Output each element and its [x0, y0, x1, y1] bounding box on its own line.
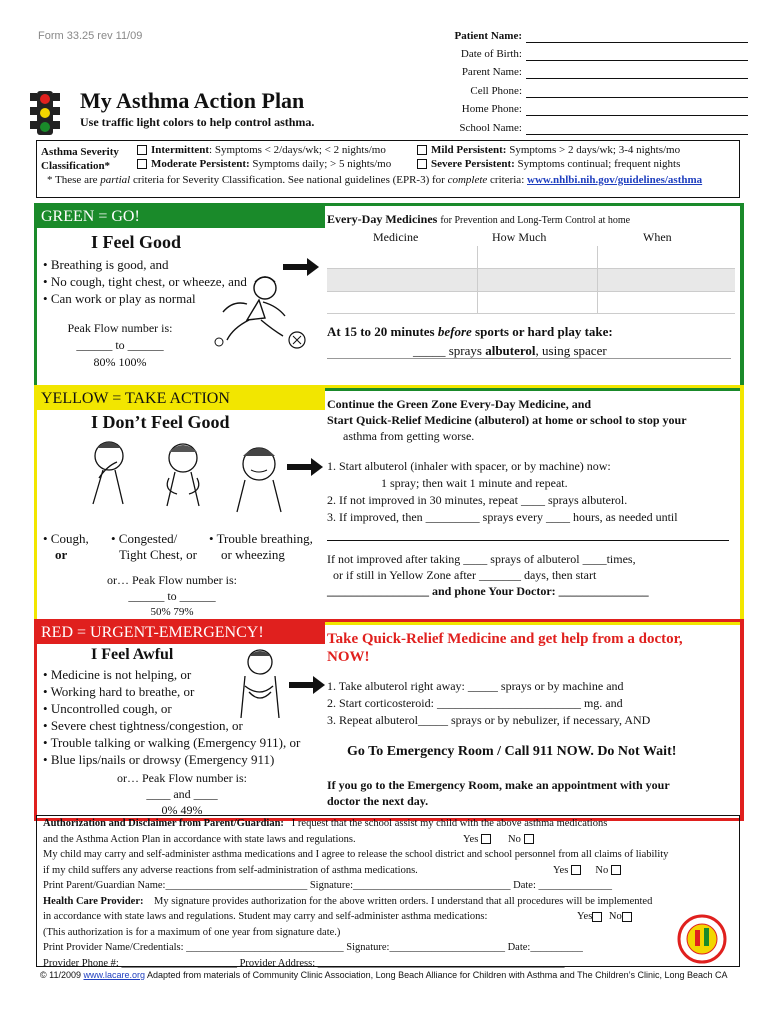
- school-name-field[interactable]: School Name:: [448, 122, 748, 134]
- auth-line-6: Health Care Provider: My signature provides authorization for the above written orders. I understand that all procedures will be implemented: [43, 895, 653, 907]
- everyday-meds-title: Every-Day Medicines for Prevention and Long-Term Control at home: [327, 212, 631, 226]
- pre-sports-dose: _____ sprays albuterol, using spacer: [413, 343, 607, 358]
- yellow-feel: I Don’t Feel Good: [91, 412, 230, 432]
- list-item: • Blue lips/nails or drowsy (Emergency 911): [43, 752, 275, 767]
- red-go-to-er: Go To Emergency Room / Call 911 NOW. Do Not Wait!: [347, 744, 677, 759]
- meds-col-medicine: Medicine: [373, 230, 419, 244]
- pre-sports-instruction: At 15 to 20 minutes before sports or hard play take:: [327, 324, 613, 339]
- list-item: • Trouble talking or walking (Emergency 911), or: [43, 735, 301, 750]
- cell-phone-field[interactable]: Cell Phone:: [448, 85, 748, 97]
- auth-line-7: in accordance with state laws and regulations. Student may carry and self-administer asthma medications: Yes No: [43, 909, 733, 925]
- red-appointment-note: If you go to the Emergency Room, make an appointment with your doctor the next day.: [327, 778, 670, 808]
- yellow-continue-instructions: Continue the Green Zone Every-Day Medicine, and Start Quick-Relief Medicine (albuterol) at home or school to stop your asthma from getting worse.: [327, 397, 687, 443]
- page-subtitle: Use traffic light colors to help control asthma.: [80, 115, 315, 129]
- checkbox[interactable]: [417, 159, 427, 169]
- meds-col-when: When: [643, 230, 672, 244]
- home-phone-field[interactable]: Home Phone:: [448, 103, 748, 115]
- green-feel: I Feel Good: [91, 232, 181, 252]
- auth-line-2: and the Asthma Action Plan in accordance with state laws and regulations. Yes No: [43, 832, 733, 848]
- green-zone: [34, 203, 744, 391]
- auth-line-3: My child may carry and self-administer asthma medications and I agree to release the school district and school personnel from all claims of liability: [43, 849, 669, 860]
- severe-option[interactable]: Severe Persistent: Symptoms continual; frequent nights: [417, 158, 680, 170]
- yellow-symptom-trouble-breathing: • Trouble breathing, or wheezing: [209, 531, 313, 562]
- patient-name-field[interactable]: Patient Name:: [448, 30, 748, 42]
- green-peak-flow: Peak Flow number is: ______ to ______ 80% 100%: [67, 321, 173, 369]
- auth-line-8: (This authorization is for a maximum of one year from signature date.): [43, 926, 341, 938]
- yellow-symptom-congested: • Congested/ Tight Chest, or: [111, 531, 197, 562]
- form-id: Form 33.25 rev 11/09: [38, 30, 143, 42]
- page-title: My Asthma Action Plan: [80, 88, 305, 113]
- green-zone-heading: GREEN = GO!: [37, 206, 325, 228]
- severity-box: [36, 140, 740, 198]
- auth-line-1: Authorization and Disclaimer from Parent/Guardian: I request that the school assist my child with the above asthma medications: [43, 818, 608, 829]
- auth-consent-2[interactable]: Yes No: [553, 863, 625, 879]
- yellow-zone-heading: YELLOW = TAKE ACTION: [37, 388, 325, 410]
- coughing-children-illustration: [83, 434, 303, 514]
- soccer-child-illustration: [203, 270, 313, 354]
- yellow-steps: 1. Start albuterol (inhaler with spacer, or by machine) now: 1 spray; then wait 1 minute and repeat. 2. If not improved in 30 minutes, repeat ____ sprays albuterol. 3. If improved, then _________ sprays every ____ hours, as needed until: [327, 459, 678, 524]
- red-peak-flow: or… Peak Flow number is: ____ and ____ 0% 49%: [117, 771, 247, 817]
- list-item: • Breathing is good, and: [43, 257, 169, 272]
- arrow-right-icon: [287, 458, 323, 476]
- list-item: • Medicine is not helping, or: [43, 667, 192, 682]
- red-feel: I Feel Awful: [91, 646, 174, 663]
- authorization-box: [36, 815, 740, 967]
- auth-line-4: if my child suffers any adverse reactions from self-administration of asthma medications. Yes No: [43, 863, 733, 879]
- red-steps: 1. Take albuterol right away: _____ sprays or by machine and 2. Start corticosteroid: ________________________ mg. and 3. Repeat albuterol_____ sprays or by nebulizer, if necessary, AND: [327, 679, 651, 727]
- checkbox[interactable]: [137, 159, 147, 169]
- list-item: • No cough, tight chest, or wheeze, and: [43, 274, 247, 289]
- checkbox[interactable]: [137, 145, 147, 155]
- list-item: • Uncontrolled cough, or: [43, 701, 172, 716]
- intermittent-option[interactable]: Intermittent: Symptoms < 2/days/wk; < 2 nights/mo: [137, 144, 386, 156]
- traffic-light-icon: [28, 90, 62, 136]
- arrow-right-icon: [289, 676, 325, 694]
- school-district-seal-icon: [677, 914, 727, 964]
- mild-option[interactable]: Mild Persistent: Symptoms > 2 days/wk; 3-4 nights/mo: [417, 144, 680, 156]
- yellow-zone: [34, 385, 744, 625]
- lacare-link[interactable]: www.lacare.org: [83, 970, 146, 980]
- auth-consent-1[interactable]: Yes No: [463, 832, 538, 848]
- list-item: • Can work or play as normal: [43, 291, 196, 306]
- auth-consent-3[interactable]: Yes No: [577, 909, 636, 925]
- meds-col-how-much: How Much: [492, 230, 547, 244]
- checkbox[interactable]: [417, 145, 427, 155]
- red-take-medicine: Take Quick-Relief Medicine and get help from a doctor, NOW!: [327, 631, 683, 665]
- red-zone-heading: RED = URGENT-EMERGENCY!: [37, 622, 325, 644]
- parent-name-field[interactable]: Parent Name:: [448, 66, 748, 78]
- severity-label: Asthma Severity Classification*: [41, 146, 119, 172]
- moderate-option[interactable]: Moderate Persistent: Symptoms daily; > 5 nights/mo: [137, 158, 391, 170]
- parent-signature-line[interactable]: Print Parent/Guardian Name:___________________________ Signature:______________________________ Date: ______________: [43, 880, 612, 891]
- yellow-symptom-cough: • Cough, or: [43, 531, 89, 562]
- red-zone: [34, 619, 744, 821]
- nhlbi-link[interactable]: www.nhlbi.nih.gov/guidelines/asthma: [527, 174, 703, 186]
- date-of-birth-field[interactable]: Date of Birth:: [448, 48, 748, 60]
- distressed-child-illustration: [235, 646, 285, 720]
- list-item: • Working hard to breathe, or: [43, 684, 195, 699]
- severity-note: * These are partial criteria for Severity Classification. See national guidelines (EPR-3) for complete criteria: www.nhlbi.nih.gov/guidelines/asthma: [47, 174, 703, 186]
- meds-table[interactable]: [327, 246, 735, 314]
- yellow-peak-flow: or… Peak Flow number is: ______ to ______ 50% 79%: [107, 573, 237, 618]
- yellow-not-improved: If not improved after taking ____ sprays of albuterol ____times, or if still in Yellow Zone after _______ days, then start _________________ and phone Your Doctor: _______________: [327, 552, 649, 598]
- provider-signature-line[interactable]: Print Provider Name/Credentials: ______________________________ Signature:______________________ Date:__________: [43, 942, 583, 953]
- provider-contact-line[interactable]: Provider Phone #: ______________________ Provider Address: _______________________________________________: [43, 957, 565, 969]
- list-item: • Severe chest tightness/congestion, or: [43, 718, 243, 733]
- footer-credits: © 11/2009 www.lacare.org Adapted from materials of Community Clinic Association, Long Beach Alliance for Children with Asthma and The Children’s Clinic, Long Beach CA: [40, 970, 728, 980]
